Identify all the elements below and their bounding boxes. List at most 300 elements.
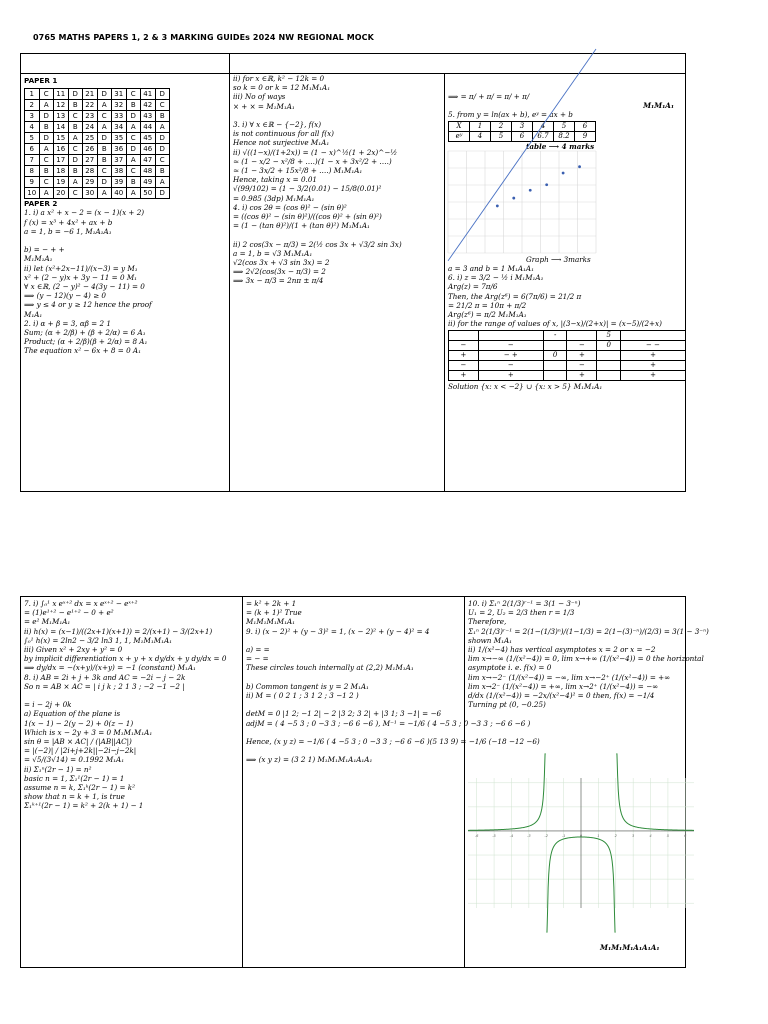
sign-table-cell bbox=[543, 341, 567, 351]
solution-line: ii) 1/(x²−4) has vertical asymptotes x = 2 or x = −2 bbox=[468, 645, 656, 655]
sign-table-cell bbox=[449, 331, 479, 341]
sign-table-cell bbox=[543, 371, 567, 381]
column-q7-q8 bbox=[24, 599, 240, 965]
sign-table-cell: 0 bbox=[543, 351, 567, 361]
sign-table-cell: - bbox=[543, 331, 567, 341]
answer-cell: B bbox=[126, 100, 141, 111]
column-q10 bbox=[468, 599, 709, 965]
solution-line: 10. i) Σ₁ⁿ 2(1/3)ʳ⁻¹ = 3(1 − 3⁻ⁿ) bbox=[468, 599, 581, 608]
solution-line: Σ₁ⁿ 2(1/3)ʳ⁻¹ = 2(1−(1/3)ⁿ)/(1−1/3) = 2(1−(3)⁻ⁿ)/(2/3) = 3(1 − 3⁻ⁿ) bbox=[468, 626, 709, 636]
solution-line: so k = 0 or k = 12 M₁M₁A₁ bbox=[233, 83, 331, 93]
q6-solution: Solution {x: x < −2} ∪ {x: x > 5} M₁M₁A₁ bbox=[448, 382, 603, 392]
solution-line: 2. i) α + β = 3, αβ = 2 1 bbox=[24, 318, 111, 328]
sign-table-cell: + bbox=[449, 371, 479, 381]
solution-line: shown M₁A₁ bbox=[468, 635, 513, 645]
tick-label: -4 bbox=[509, 833, 514, 838]
solution-line: x² + (2 − y)x + 3y − 11 = 0 M₁ bbox=[24, 272, 138, 282]
data-point bbox=[562, 171, 565, 174]
table-marks-note: table ⟶ 4 marks bbox=[526, 141, 595, 151]
graph-marks-note: Graph ⟶ 3marks bbox=[526, 254, 591, 264]
solution-line: by implicit differentiation x + y + x dy/dx + y dy/dx = 0 bbox=[24, 654, 227, 664]
answer-cell: A bbox=[126, 155, 141, 166]
answer-cell: 11 bbox=[54, 89, 69, 100]
solution-line: = − = bbox=[246, 654, 269, 664]
answer-cell: D bbox=[68, 155, 83, 166]
answer-cell: C bbox=[97, 166, 112, 177]
solution-line: d/dx (1/(x²−4)) = −2x/(x²−4)² = 0 then, f(x) = −1/4 bbox=[468, 691, 655, 701]
value-table-cell: 4 bbox=[533, 121, 554, 131]
solution-line: Therefore, bbox=[468, 617, 507, 627]
value-table-cell: 5 bbox=[491, 131, 512, 141]
solution-line: 8. i) AB = 2i + j + 3k and AC = −2i − j − 2k bbox=[24, 672, 186, 682]
solution-line: a = 1, b = −6 1, M₁A₁A₁ bbox=[24, 226, 112, 236]
answer-cell: C bbox=[126, 166, 141, 177]
answer-cell: B bbox=[68, 166, 83, 177]
answer-cell: C bbox=[155, 100, 170, 111]
solution-line: ii) for the range of values of x, |(3−x)/(2+x)| = (x−5)/(2+x) bbox=[448, 319, 662, 329]
answer-cell: A bbox=[97, 188, 112, 199]
solution-line: Hence, taking x = 0.01 bbox=[233, 175, 317, 185]
answer-cell: 14 bbox=[54, 122, 69, 133]
sign-table-cell bbox=[597, 371, 621, 381]
curve-left-branch bbox=[468, 754, 546, 830]
solution-line bbox=[233, 111, 441, 120]
answer-cell: C bbox=[126, 89, 141, 100]
solution-line: ⟹ 2√2(cos(3x − π/3) = 2 bbox=[233, 267, 326, 277]
answer-cell: C bbox=[68, 188, 83, 199]
data-point bbox=[578, 165, 581, 168]
answer-cell: 46 bbox=[141, 144, 156, 155]
answer-cell: A bbox=[155, 177, 170, 188]
answer-cell: B bbox=[39, 166, 54, 177]
solution-line: Arg(z) = 7π/6 bbox=[448, 282, 498, 292]
solution-line: ii) 2 cos(3x − π/3) = 2(½ cos 3x + √3/2 sin 3x) bbox=[233, 239, 402, 249]
answer-cell: 48 bbox=[141, 166, 156, 177]
q5-heading: 5. from y = ln(ax + b), eʸ = ax + b bbox=[448, 110, 573, 120]
answer-cell: 4 bbox=[25, 122, 40, 133]
solution-line: Then, the Arg(z⁶) = 6(7π/6) = 21/2 π bbox=[448, 291, 582, 301]
answer-cell: 2 bbox=[25, 100, 40, 111]
answer-cell: 24 bbox=[83, 122, 98, 133]
tick-label: 3 bbox=[632, 833, 635, 838]
answer-cell: 23 bbox=[83, 111, 98, 122]
column-right-solutions bbox=[448, 92, 684, 488]
answer-cell: 43 bbox=[141, 111, 156, 122]
solution-line: ⟹ (y − 12)(y − 4) ≥ 0 bbox=[24, 291, 106, 301]
value-table-cell: 6.7 bbox=[533, 131, 554, 141]
solution-line: f (x) = x³ + 4x² + ax + b bbox=[24, 217, 113, 227]
sign-table-cell: − + bbox=[478, 351, 543, 361]
q5-graph-area bbox=[448, 151, 684, 255]
solution-line: Arg(z⁶) = π/2 M₁M₁A₁ bbox=[448, 310, 527, 320]
solution-line: 9. i) (x − 2)² + (y − 3)² = 1, (x − 2)² + (y − 4)² = 4 bbox=[246, 626, 430, 636]
tick-label: -5 bbox=[492, 833, 496, 838]
solution-line: Which is x − 2y + 3 = 0 M₁M₁M₁A₁ bbox=[24, 727, 153, 737]
sign-table-cell: + bbox=[621, 371, 686, 381]
tick-label: 4 bbox=[649, 833, 652, 838]
tick-label: 6 bbox=[684, 833, 687, 838]
data-point bbox=[496, 204, 499, 207]
sign-table-cell: − bbox=[567, 361, 597, 371]
column-paper1-paper2 bbox=[24, 76, 227, 490]
q10-final-mark: M₁M₁M₁A₁A₁A₁ bbox=[600, 943, 660, 952]
lower-col-divider-2 bbox=[464, 596, 465, 968]
solution-line: adjM = ( 4 −5 3 ; 0 −3 3 ; −6 6 −6 ), M⁻¹ = −1/6 ( 4 −5 3 ; 0 −3 3 ; −6 6 −6 ) bbox=[246, 718, 531, 728]
answer-row bbox=[25, 111, 170, 122]
answer-cell: A bbox=[39, 144, 54, 155]
lower-col-divider-1 bbox=[242, 596, 243, 968]
solution-line: ∀ x ∈ℝ, (2 − y)² − 4(3y − 11) = 0 bbox=[24, 282, 145, 292]
solution-line: detM = 0 |1 2; −1 2| − 2 |3 2; 3 2| + |3 1; 3 −1| = −6 bbox=[246, 709, 442, 719]
solution-line: a = 3 and b = 1 M₁A₁A₁ bbox=[448, 264, 534, 274]
value-table-cell: 6 bbox=[575, 121, 596, 131]
solution-line: lim x→−2⁻ (1/(x²−4)) = −∞, lim x→−2⁺ (1/(x²−4)) = +∞ bbox=[468, 672, 671, 682]
curve-right-branch bbox=[616, 754, 694, 830]
answer-cell: 5 bbox=[25, 133, 40, 144]
solution-line: 1(x − 1) − 2(y − 2) + 0(z − 1) bbox=[24, 718, 134, 728]
answer-row bbox=[25, 122, 170, 133]
answer-cell: 26 bbox=[83, 144, 98, 155]
answer-cell: C bbox=[155, 155, 170, 166]
answer-cell: 44 bbox=[141, 122, 156, 133]
answer-cell: B bbox=[68, 100, 83, 111]
answer-row bbox=[25, 177, 170, 188]
answer-cell: 40 bbox=[112, 188, 127, 199]
col1-solution-lines bbox=[24, 208, 227, 355]
answer-row bbox=[25, 166, 170, 177]
sign-table-cell: + bbox=[449, 351, 479, 361]
solution-line: ii) for x ∈ℝ, k² − 12k = 0 bbox=[233, 74, 325, 83]
answer-row bbox=[25, 100, 170, 111]
solution-line: assume n = k, Σ₁ᵏ(2r − 1) = k² bbox=[24, 783, 135, 793]
sign-table-cell bbox=[597, 361, 621, 371]
answer-cell: 8 bbox=[25, 166, 40, 177]
answer-cell: C bbox=[68, 111, 83, 122]
value-table-cell: 4 bbox=[470, 131, 491, 141]
tick-label: -6 bbox=[474, 833, 479, 838]
value-table-cell: 2 bbox=[491, 121, 512, 131]
sign-table bbox=[448, 330, 686, 381]
value-table-cell: 3 bbox=[512, 121, 533, 131]
answer-row bbox=[25, 133, 170, 144]
q5-linear-graph bbox=[448, 151, 596, 253]
solution-line: ii) let (x²+2x−11)/(x−3) = y M₁ bbox=[24, 263, 138, 273]
tick-label: 0 bbox=[579, 833, 583, 838]
solution-line: Hence not surjective M₁A₁ bbox=[233, 138, 330, 148]
sign-table-cell bbox=[543, 361, 567, 371]
value-table-cell: 1 bbox=[470, 121, 491, 131]
solution-line: = 21/2 π = 10π + π/2 bbox=[448, 300, 527, 310]
sign-table-cell: + bbox=[621, 351, 686, 361]
value-table-row bbox=[449, 121, 596, 131]
document-title: 0765 MATHS PAPERS 1, 2 & 3 MARKING GUIDEs 2024 NW REGIONAL MOCK bbox=[33, 33, 374, 42]
value-table-row bbox=[449, 131, 596, 141]
answer-cell: 25 bbox=[83, 133, 98, 144]
solution-line: sin θ = |AB × AC| / (|AB||AC|) bbox=[24, 737, 132, 747]
value-table-cell: 9 bbox=[575, 131, 596, 141]
answer-cell: 50 bbox=[141, 188, 156, 199]
q5-value-table bbox=[448, 121, 596, 142]
answer-cell: B bbox=[155, 111, 170, 122]
solution-line: Σ₁ᵏ⁺¹(2r − 1) = k² + 2(k + 1) − 1 bbox=[24, 801, 144, 811]
sign-table-row bbox=[449, 341, 686, 351]
solution-line: Product; (α + 2/β)(β + 2/α) = 8 A₁ bbox=[24, 337, 148, 347]
answer-cell: C bbox=[39, 89, 54, 100]
answer-cell: 30 bbox=[83, 188, 98, 199]
tick-label: 1 bbox=[597, 833, 600, 838]
sign-table-cell: − − bbox=[621, 341, 686, 351]
answer-cell: D bbox=[155, 89, 170, 100]
solution-line: 3. i) ∀ x ∈ℝ − {−2}, f(x) bbox=[233, 120, 322, 130]
solution-line: ⟹ 3x − π/3 = 2nπ ± π/4 bbox=[233, 276, 324, 286]
solution-line: ii) h(x) = (x−1)/((2x+1)(x+1)) = 2/(x+1) − 3/(2x+1) bbox=[24, 626, 213, 636]
solution-line: ⟹ y ≤ 4 or y ≥ 12 hence the proof bbox=[24, 300, 152, 310]
sign-table-cell: + bbox=[567, 351, 597, 361]
paper1-heading: PAPER 1 bbox=[24, 76, 58, 85]
sign-table-cell: 0 bbox=[597, 341, 621, 351]
tick-label: -2 bbox=[544, 833, 549, 838]
solution-line: a) Equation of the plane is bbox=[24, 709, 121, 719]
solution-line: × + × = M₁M₁A₁ bbox=[233, 101, 295, 111]
solution-line: ≃ (1 − x/2 − x²/8 + ….)(1 − x + 3x²/2 + ….) bbox=[233, 156, 392, 166]
solution-line: = i − 2j + 0k bbox=[24, 700, 72, 710]
answer-cell: D bbox=[68, 89, 83, 100]
data-point bbox=[512, 196, 515, 199]
column-middle-solutions bbox=[233, 74, 441, 488]
answer-cell: A bbox=[68, 133, 83, 144]
answer-cell: 49 bbox=[141, 177, 156, 188]
solution-line: a = 1, b = √3 M₁M₁A₁ bbox=[233, 248, 313, 258]
solution-line: M₁A₁ bbox=[24, 309, 43, 319]
sign-table-cell: + bbox=[621, 361, 686, 371]
solution-line: The equation x² − 6x + 8 = 0 A₁ bbox=[24, 346, 141, 356]
answer-cell: A bbox=[68, 177, 83, 188]
solution-line bbox=[24, 691, 240, 700]
answer-cell: 38 bbox=[112, 166, 127, 177]
answer-cell: B bbox=[97, 144, 112, 155]
solution-line: √(99/102) = (1 − 3/2(0.01) − 15/8(0.01)² bbox=[233, 184, 382, 194]
solution-line: These circles touch internally at (2,2) M₁M₁A₁ bbox=[246, 663, 414, 673]
answer-cell: D bbox=[155, 144, 170, 155]
sign-table-cell bbox=[621, 331, 686, 341]
answer-row bbox=[25, 155, 170, 166]
data-point bbox=[545, 183, 548, 186]
solution-line: ii) √((1−x)/(1+2x)) = (1 − x)^½(1 + 2x)^−½ bbox=[233, 147, 398, 157]
solution-line: 1. i) a x² + x − 2 = (x − 1)(x + 2) bbox=[24, 208, 145, 218]
solution-line: = e² M₁M₁A₁ bbox=[24, 617, 71, 627]
solution-line: = k² + 2k + 1 bbox=[246, 599, 297, 608]
solution-line bbox=[233, 230, 441, 239]
tick-label: -3 bbox=[527, 833, 531, 838]
sign-table-cell: + bbox=[567, 371, 597, 381]
solution-line: ii) Σ₁ⁿ(2r − 1) = n² bbox=[24, 764, 92, 774]
solution-line: ≃ (1 − 3x/2 + 15x²/8 + ….) M₁M₁A₁ bbox=[233, 166, 363, 176]
sign-table-row bbox=[449, 331, 686, 341]
answer-cell: D bbox=[155, 188, 170, 199]
answer-cell: 28 bbox=[83, 166, 98, 177]
answer-cell: 6 bbox=[25, 144, 40, 155]
tick-label: 5 bbox=[666, 833, 670, 838]
sign-table-cell: + bbox=[478, 371, 543, 381]
answer-cell: 31 bbox=[112, 89, 127, 100]
solution-line bbox=[246, 673, 462, 682]
answer-cell: 32 bbox=[112, 100, 127, 111]
answer-cell: B bbox=[155, 166, 170, 177]
sign-table-row bbox=[449, 371, 686, 381]
solution-line: U₁ = 2, U₂ = 2/3 then r = 1/3 bbox=[468, 608, 575, 618]
solution-line: M₁M₁M₁M₁A₁ bbox=[246, 617, 296, 627]
sign-table-cell: − bbox=[478, 341, 543, 351]
answer-cell: A bbox=[126, 188, 141, 199]
solution-line: b) Common tangent is y = 2 M₁A₁ bbox=[246, 681, 369, 691]
solution-line: = √5/(3√14) = 0.1992 M₁A₁ bbox=[24, 755, 125, 765]
answer-cell: 18 bbox=[54, 166, 69, 177]
data-point bbox=[529, 189, 532, 192]
sign-table-row bbox=[449, 351, 686, 361]
answer-cell: D bbox=[39, 111, 54, 122]
solution-line: iii) No of ways bbox=[233, 92, 286, 102]
value-table-cell: 5 bbox=[554, 121, 575, 131]
answer-cell: 35 bbox=[112, 133, 127, 144]
answer-cell: 41 bbox=[141, 89, 156, 100]
answer-cell: 7 bbox=[25, 155, 40, 166]
solution-line bbox=[246, 746, 462, 755]
sign-table-cell: 5 bbox=[597, 331, 621, 341]
answer-cell: A bbox=[39, 100, 54, 111]
answer-cell: D bbox=[126, 111, 141, 122]
answer-cell: 29 bbox=[83, 177, 98, 188]
col2-solution-lines bbox=[233, 74, 441, 286]
answer-cell: B bbox=[68, 122, 83, 133]
solution-line: = 0.985 (3dp) M₁M₁A₁ bbox=[233, 193, 315, 203]
answer-cell: D bbox=[97, 133, 112, 144]
value-table-cell: X bbox=[449, 121, 470, 131]
value-table-cell: 8.2 bbox=[554, 131, 575, 141]
answer-cell: D bbox=[155, 133, 170, 144]
answer-cell: 17 bbox=[54, 155, 69, 166]
q10-rational-function-graph bbox=[468, 778, 694, 908]
answer-row bbox=[25, 89, 170, 100]
solution-line: So n = AB × AC = | i j k ; 2 1 3 ; −2 −1 −2 | bbox=[24, 681, 185, 691]
answer-cell: C bbox=[126, 133, 141, 144]
solution-line: ⟹ (x y z) = (3 2 1) M₁M₁M₁A₁A₁A₁ bbox=[246, 755, 373, 765]
solution-line: b) = − + + bbox=[24, 245, 65, 255]
paper1-answer-table bbox=[24, 88, 170, 199]
solution-line bbox=[24, 236, 227, 245]
answer-cell: A bbox=[39, 188, 54, 199]
answer-cell: C bbox=[68, 144, 83, 155]
solution-line: = |(−2)| / |2i+j+2k||−2i−j−2k| bbox=[24, 746, 137, 756]
solution-line: lim x→2⁻ (1/(x²−4)) = +∞, lim x→2⁺ (1/(x²−4)) = −∞ bbox=[468, 681, 659, 691]
solution-line: = ((cos θ)² − (sin θ)²)/((cos θ)² + (sin θ)²) bbox=[233, 212, 382, 222]
col6-solution-lines bbox=[468, 599, 709, 710]
upper-col-divider-2 bbox=[444, 73, 445, 492]
answer-cell: 33 bbox=[112, 111, 127, 122]
col4-solution-lines bbox=[24, 599, 240, 811]
solution-line: ∫₀¹ h(x) = 2ln2 − 3/2 ln3 1, 1, M₁M₁M₁A₁ bbox=[24, 635, 173, 645]
solution-line: = (1)e¹⁺² − e¹⁺² − 0 + e² bbox=[24, 608, 114, 618]
answer-cell: D bbox=[97, 89, 112, 100]
solution-line: 6. i) z = 3/2 − ½ i M₁M₁A₁ bbox=[448, 273, 544, 283]
solution-line: 4. i) cos 2θ = (cos θ)² − (sin θ)² bbox=[233, 202, 347, 212]
solution-line: lim x→−∞ (1/(x²−4)) = 0, lim x→+∞ (1/(x²−4)) = 0 the horizontal bbox=[468, 654, 704, 664]
solution-line: Sum; (α + 2/β) + (β + 2/α) = 6 A₁ bbox=[24, 328, 146, 338]
solution-line: √2(cos 3x + √3 sin 3x) = 2 bbox=[233, 258, 330, 268]
answer-cell: A bbox=[97, 100, 112, 111]
upper-col-divider-1 bbox=[229, 53, 230, 492]
answer-row bbox=[25, 188, 170, 199]
answer-cell: 12 bbox=[54, 100, 69, 111]
solution-line: is not continuous for all f(x) bbox=[233, 129, 334, 139]
tick-label: 2 bbox=[614, 833, 617, 838]
answer-cell: 3 bbox=[25, 111, 40, 122]
answer-cell: 45 bbox=[141, 133, 156, 144]
sign-table-row bbox=[449, 361, 686, 371]
answer-cell: A bbox=[126, 122, 141, 133]
answer-cell: 13 bbox=[54, 111, 69, 122]
solution-line: iii) Given x² + 2xy + y² = 0 bbox=[24, 645, 123, 655]
answer-cell: 20 bbox=[54, 188, 69, 199]
answer-cell: B bbox=[97, 155, 112, 166]
answer-cell: 42 bbox=[141, 100, 156, 111]
answer-cell: B bbox=[126, 177, 141, 188]
solution-line: 7. i) ∫₀¹ x eˣ⁺² dx = x eˣ⁺² − eˣ⁺² bbox=[24, 599, 138, 608]
answer-cell: C bbox=[39, 177, 54, 188]
answer-cell: 21 bbox=[83, 89, 98, 100]
solution-line bbox=[246, 636, 462, 645]
solution-line: = (1 − (tan θ)²)/(1 + (tan θ)²) M₁M₁A₁ bbox=[233, 221, 370, 231]
answer-cell: D bbox=[126, 144, 141, 155]
solution-line: = (k + 1)² True bbox=[246, 608, 302, 618]
solution-line: Turning pt (0, −0.25) bbox=[468, 700, 546, 710]
tick-label: -1 bbox=[561, 833, 566, 838]
answer-cell: 16 bbox=[54, 144, 69, 155]
arg-equation-mark: M₁M₁A₁ bbox=[643, 101, 674, 111]
paper2-heading: PAPER 2 bbox=[24, 199, 58, 209]
sign-table-cell bbox=[478, 331, 543, 341]
answer-row bbox=[25, 144, 170, 155]
answer-cell: 36 bbox=[112, 144, 127, 155]
answer-cell: B bbox=[39, 122, 54, 133]
value-table-cell: eʸ bbox=[449, 131, 470, 141]
answer-cell: 9 bbox=[25, 177, 40, 188]
sign-table-cell: − bbox=[449, 341, 479, 351]
answer-cell: D bbox=[97, 177, 112, 188]
solution-line bbox=[246, 700, 462, 709]
answer-cell: 15 bbox=[54, 133, 69, 144]
answer-cell: A bbox=[97, 122, 112, 133]
solution-line: show that n = k + 1, is true bbox=[24, 792, 125, 802]
solution-line: basic n = 1, Σ₁¹(2r − 1) = 1 bbox=[24, 773, 125, 783]
solution-line: ⟹ dy/dx = −(x+y)/(x+y) = −1 (constant) M₁A₁ bbox=[24, 663, 196, 673]
sign-table-cell: − bbox=[567, 341, 597, 351]
solution-line: asymptote i. e. f(x) = 0 bbox=[468, 663, 552, 673]
solution-line bbox=[246, 728, 462, 737]
value-table-cell: 6 bbox=[512, 131, 533, 141]
answer-cell: 22 bbox=[83, 100, 98, 111]
col3-solution-lines bbox=[448, 264, 684, 328]
solution-line: ii) M = ( 0 2 1 ; 3 1 2 ; 3 −1 2 ) bbox=[246, 691, 359, 701]
sign-table-cell bbox=[597, 351, 621, 361]
answer-cell: 47 bbox=[141, 155, 156, 166]
answer-cell: 10 bbox=[25, 188, 40, 199]
solution-line: a) = = bbox=[246, 645, 270, 655]
answer-cell: 1 bbox=[25, 89, 40, 100]
answer-cell: A bbox=[155, 122, 170, 133]
sign-table-cell bbox=[567, 331, 597, 341]
sign-table-cell: − bbox=[478, 361, 543, 371]
answer-cell: D bbox=[39, 133, 54, 144]
